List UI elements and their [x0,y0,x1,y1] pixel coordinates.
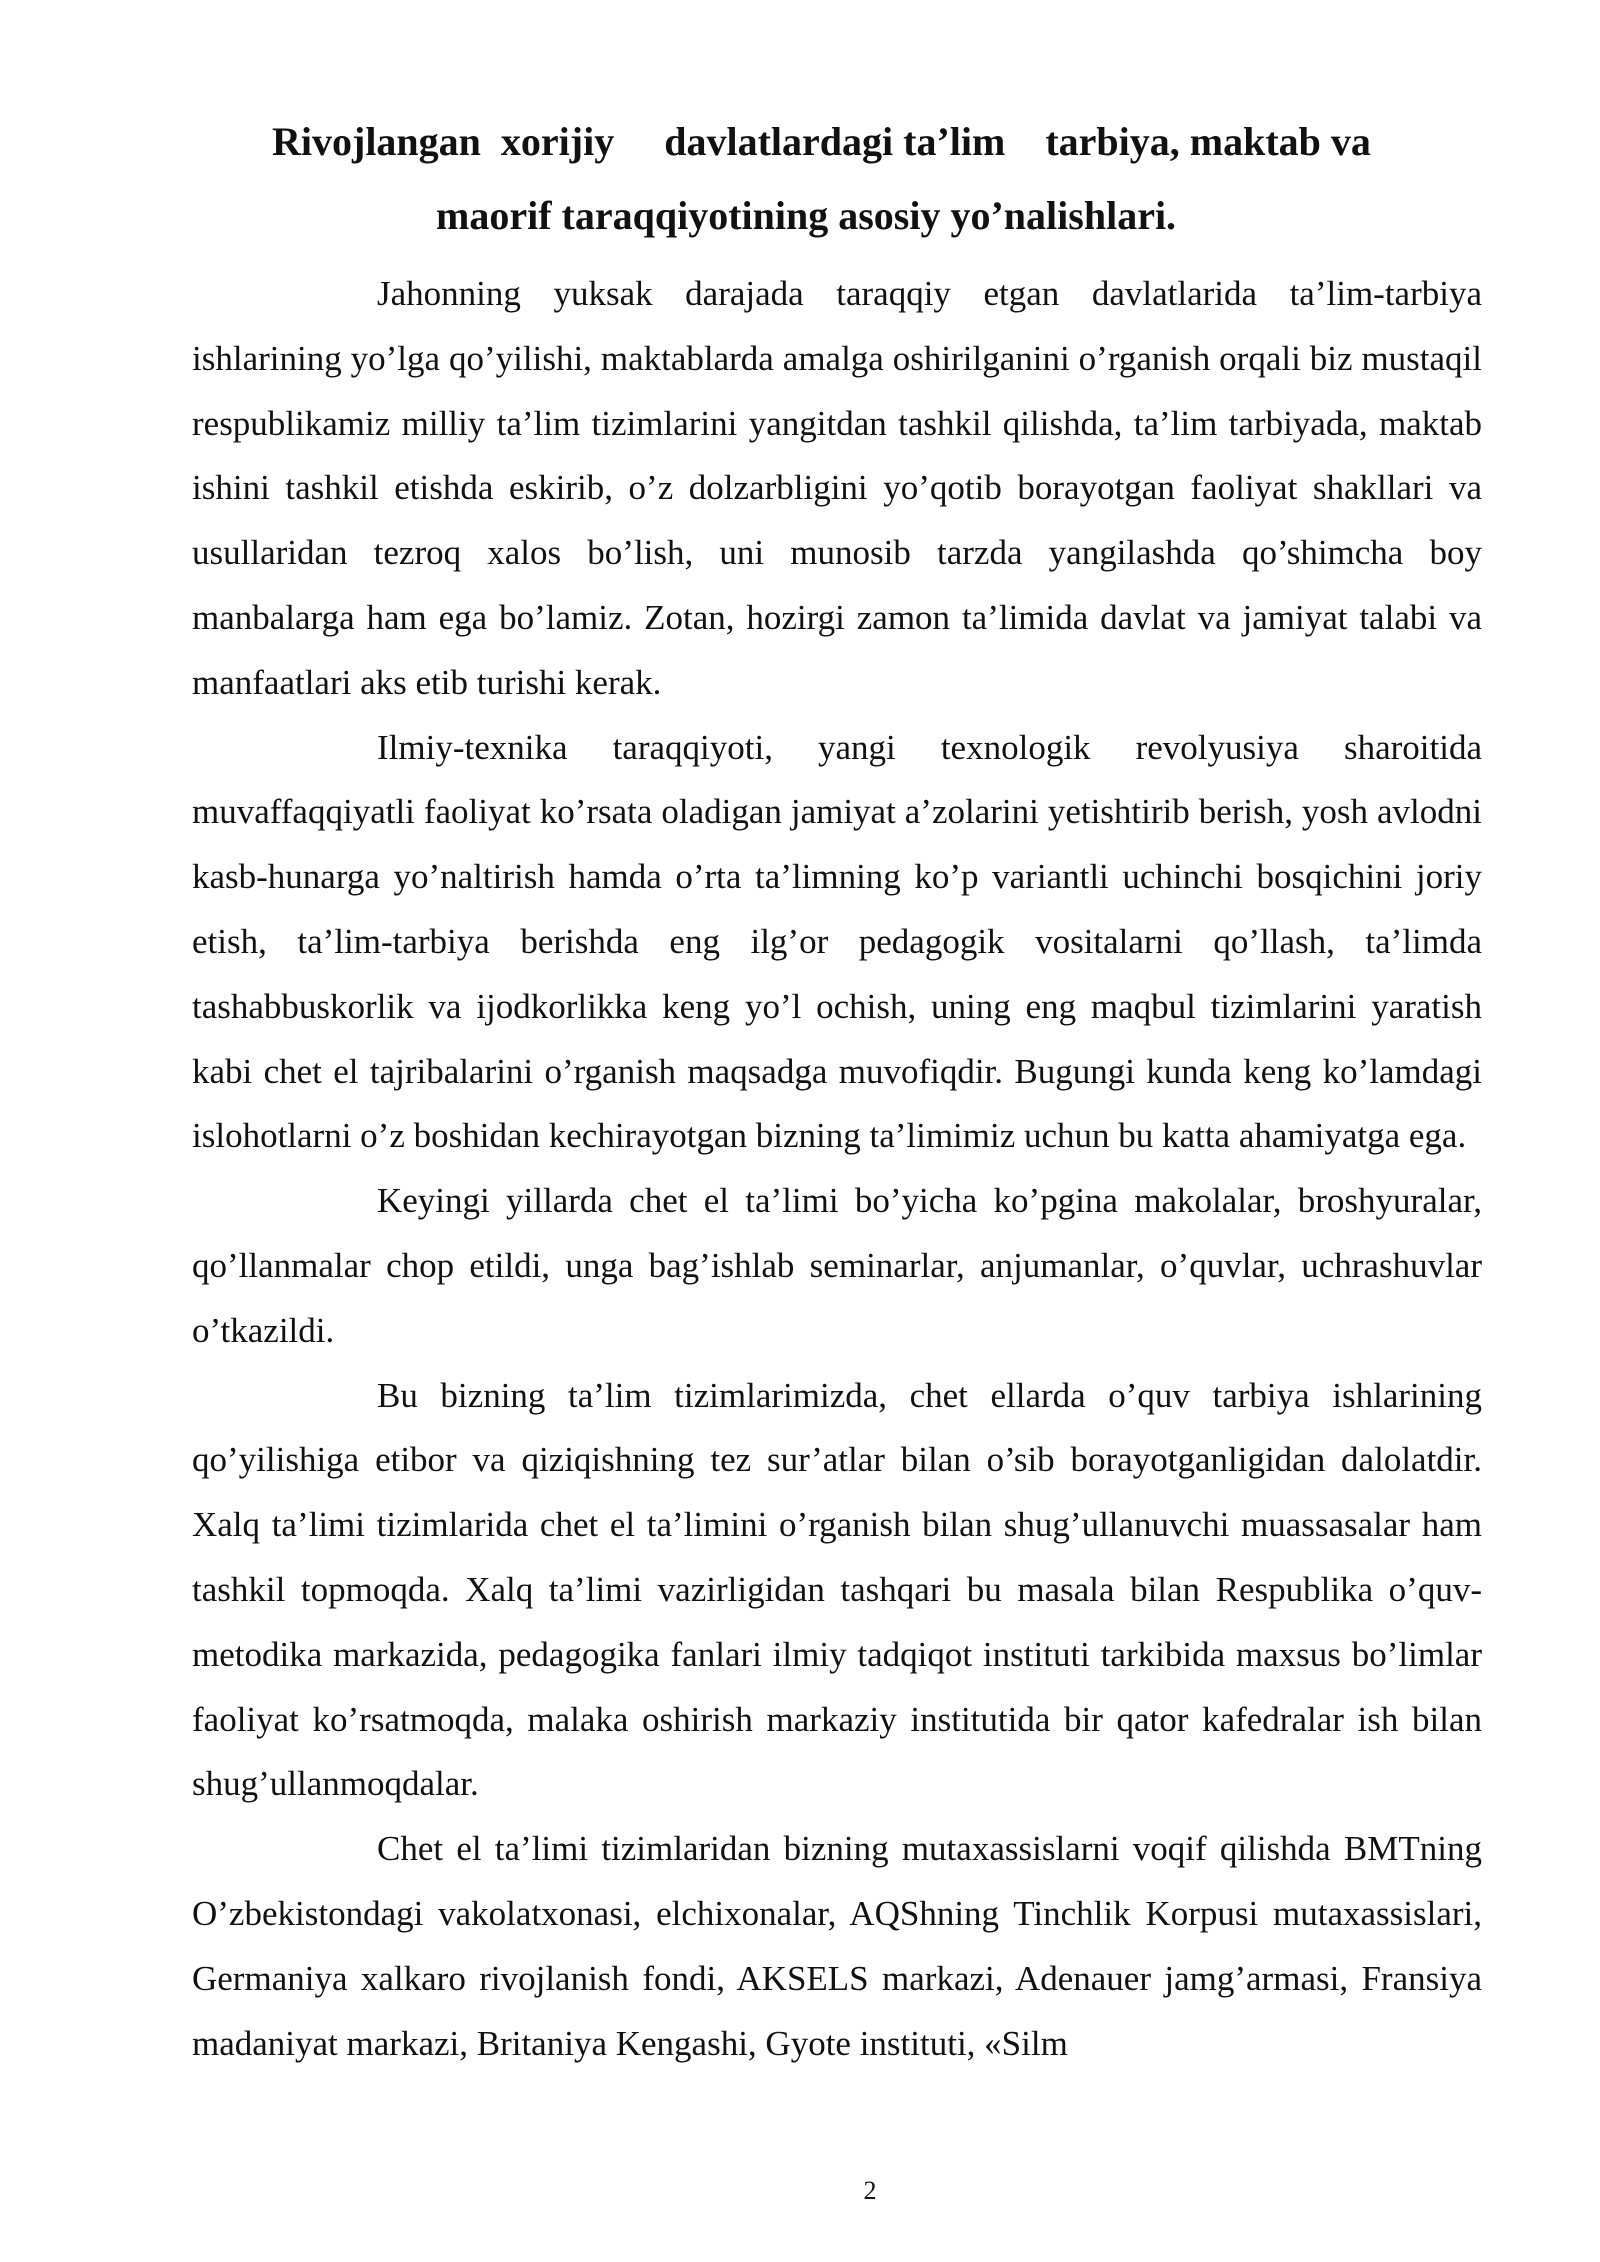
paragraph: Ilmiy-texnika taraqqiyoti, yangi texnologik revolyusiya sharoitida muvaffaqqiyatli faoliyat ko’rsata oladigan jamiyat a’zolarini yetishtirib berish, yosh avlodni kasb-hunarga yo’naltirish hamda o’rta ta’limning ko’p variantli uchinchi bosqichini joriy etish, ta’lim-tarbiya berishda eng ilg’or pedagogik vositalarni qo’llash, ta’limda tashabbuskorlik va ijodkorlikka keng yo’l ochish, uning eng maqbul tizimlarini yaratish kabi chet el tajribalarini o’rganish maqsadga muvofiqdir. Bugungi kunda keng ko’lamdagi islohotlarni o’z boshidan kechirayotgan bizning ta’limimiz uchun bu katta ahamiyatga ega. [192,727,1482,1156]
page-title-line-1: Rivojlangan xorijiy davlatlardagi ta’lim tarbiya, maktab va [272,119,1371,164]
paragraph: Chet el ta’limi tizimlaridan bizning mutaxassislarni voqif qilishda BMTning O’zbekistondagi vakolatxonasi, elchixonalar, AQShning Tinchlik Korpusi mutaxassislari, Germaniya xalkaro rivojlanish fondi, AKSELS markazi, Adenauer jamg’armasi, Fransiya madaniyat markazi, Britaniya Kengashi, Gyote instituti, «Silm [192,1829,1482,2063]
paragraph: Bu bizning ta’lim tizimlarimizda, chet ellarda o’quv tarbiya ishlarining qo’yilishiga etibor va qiziqishning tez sur’atlar bilan o’sib borayotganligidan dalolatdir. Xalq ta’limi tizimlarida chet el ta’limini o’rganish bilan shug’ullanuvchi muassasalar ham tashkil topmoqda. Xalq ta’limi vazirligidan tashqari bu masala bilan Respublika o’quv-metodika markazida, pedagogika fanlari ilmiy tadqiqot instituti tarkibida maxsus bo’limlar faoliyat ko’rsatmoqda, malaka oshirish markaziy institutida bir qator kafedralar ish bilan shug’ullanmoqdalar. [192,1375,1482,1804]
paragraph: Keyingi yillarda chet el ta’limi bo’yicha ko’pgina makolalar, broshyuralar, qo’llanmalar chop etildi, unga bag’ishlab seminarlar, anjumanlar, o’quvlar, uchrashuvlar o’tkazildi. [192,1181,1482,1350]
page-title-line-2: maorif taraqqiyotining asosiy yo’nalishlari. [436,193,1177,238]
page-number: 2 [863,2176,877,2205]
body-text [192,262,1482,2076]
paragraph: Jahonning yuksak darajada taraqqiy etgan davlatlarida ta’lim-tarbiya ishlarining yo’lga qo’yilishi, maktablarda amalga oshirilganini o’rganish orqali biz mustaqil respublikamiz milliy ta’lim tizimlarini yangitdan tashkil qilishda, ta’lim tarbiyada, maktab ishini tashkil etishda eskirib, o’z dolzarbligini yo’qotib borayotgan faoliyat shakllari va usullaridan tezroq xalos bo’lish, uni munosib tarzda yangilashda qo’shimcha boy manbalarga ham ega bo’lamiz. Zotan, hozirgi zamon ta’limida davlat va jamiyat talabi va manfaatlari aks etib turishi kerak. [192,274,1482,702]
